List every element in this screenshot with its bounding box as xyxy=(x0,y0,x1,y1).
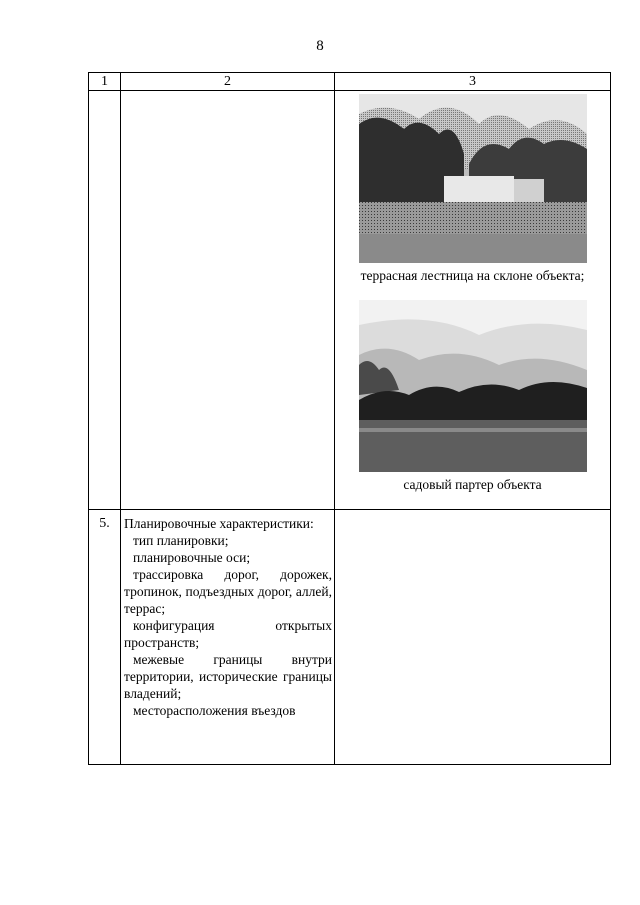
photo-caption-1: террасная лестница на склоне объекта; xyxy=(360,268,585,283)
list-item: межевые границы внутри территории, исторические границы владений; xyxy=(124,652,332,701)
header-col-2: 2 xyxy=(121,73,335,91)
page-number: 8 xyxy=(316,38,324,54)
list-item: трассировка дорог, дорожек, тропинок, подъездных дорог, аллей, террас; xyxy=(124,567,332,616)
data-table xyxy=(88,72,611,765)
photo-caption-2: садовый партер объекта xyxy=(403,477,542,492)
value-cell xyxy=(335,510,611,765)
table-row xyxy=(89,510,611,765)
row-number-cell: 5. xyxy=(89,510,121,765)
garden-parterre-photo xyxy=(359,300,587,472)
row-number-cell xyxy=(89,91,121,510)
header-col-3: 3 xyxy=(335,73,611,91)
characteristics-cell xyxy=(121,510,335,765)
table-row xyxy=(89,91,611,510)
terrace-stairs-photo xyxy=(359,94,587,263)
table-header-row xyxy=(89,73,611,91)
characteristics-title: Планировочные характеристики: xyxy=(124,516,314,531)
list-item: планировочные оси; xyxy=(133,550,251,565)
header-col-1: 1 xyxy=(89,73,121,91)
characteristics-cell xyxy=(121,91,335,510)
list-item: конфигурация открытых пространств; xyxy=(124,618,332,650)
photos-cell xyxy=(335,91,611,510)
list-item: тип планировки; xyxy=(133,533,229,548)
list-item: месторасположения въездов xyxy=(133,703,296,718)
